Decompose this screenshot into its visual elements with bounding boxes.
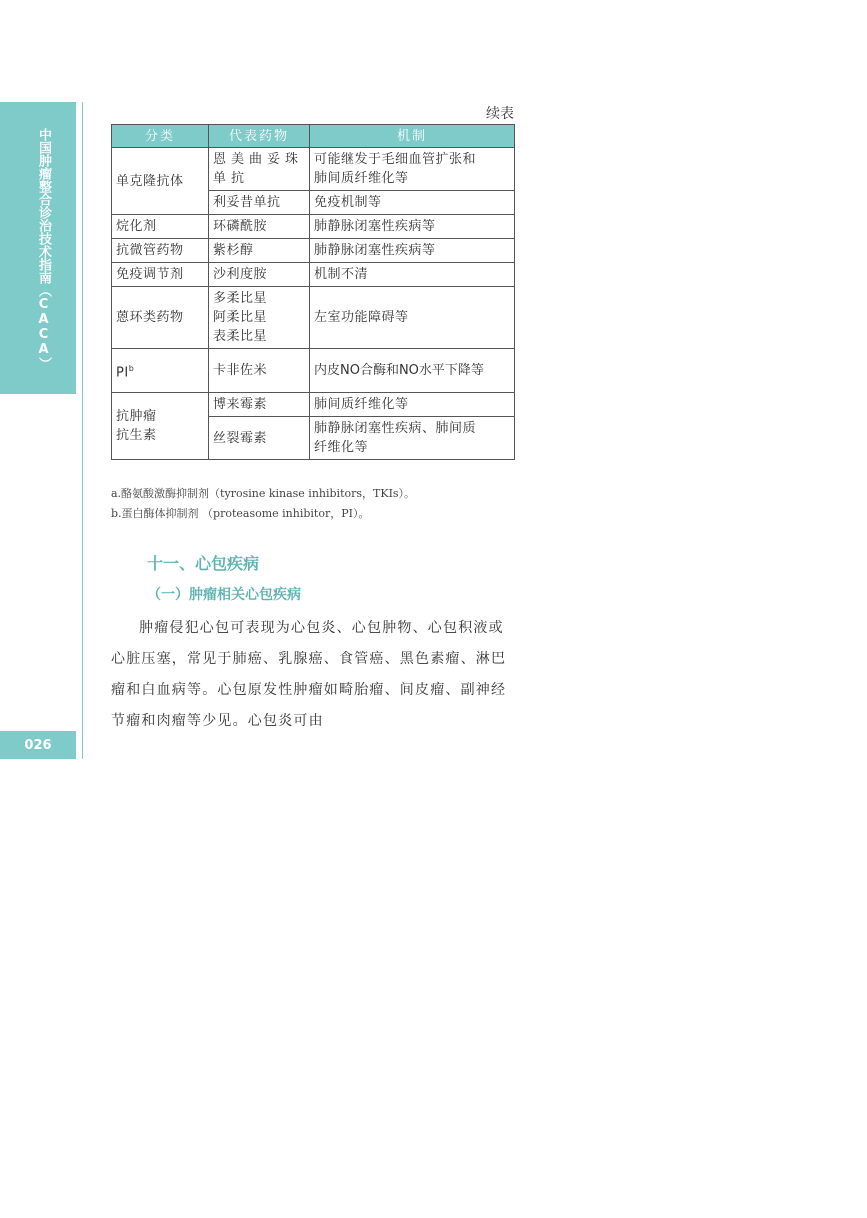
table-cell: 博来霉素: [209, 393, 310, 417]
header-category: 分类: [112, 125, 209, 148]
pi-footnote-mark: b: [128, 363, 135, 373]
table-cell: 左室功能障碍等: [310, 287, 515, 349]
table-row: [112, 287, 515, 349]
table-cell: [112, 349, 209, 393]
table-header-row: [112, 125, 515, 148]
table-cell: 紫杉醇: [209, 239, 310, 263]
table-cell: 肺静脉闭塞性疾病等: [310, 215, 515, 239]
table-cell: 环磷酰胺: [209, 215, 310, 239]
table-row: [112, 239, 515, 263]
table-row: [112, 393, 515, 417]
table-cell: 利妥昔单抗: [209, 191, 310, 215]
table-row: [112, 148, 515, 191]
page-number: 026: [0, 731, 76, 759]
table-cell: 肺间质纤维化等: [310, 393, 515, 417]
table-cell: 免疫调节剂: [112, 263, 209, 287]
table-cell: 肺静脉闭塞性疾病、肺间质 纤维化等: [310, 417, 515, 460]
body-paragraph: [111, 613, 514, 737]
paragraph-text: 肿瘤侵犯心包可表现为心包炎、心包肿物、心包积液或心脏压塞，常见于肺癌、乳腺癌、食管癌、黑色素瘤、淋巴瘤和白血病等。心包原发性肿瘤如畸胎瘤、间皮瘤、副神经节瘤和肉瘤等少见。心包炎可由: [111, 620, 507, 729]
footnote-b: b.蛋白酶体抑制剂 （proteasome inhibitor，PI）。: [111, 507, 370, 520]
table-cell: 机制不清: [310, 263, 515, 287]
header-mechanism: 机制: [310, 125, 515, 148]
table-cell: 蒽环类药物: [112, 287, 209, 349]
table-cell: 卡非佐米: [209, 349, 310, 393]
section-subtitle: （一）肿瘤相关心包疾病: [147, 587, 301, 603]
table-cell: 恩美曲妥珠 单抗: [209, 148, 310, 191]
table-row: [112, 263, 515, 287]
table-cell: 沙利度胺: [209, 263, 310, 287]
table-cell: 单克隆抗体: [112, 148, 209, 215]
table-cell: 多柔比星 阿柔比星 表柔比星: [209, 287, 310, 349]
table-cell: 抗微管药物: [112, 239, 209, 263]
table-cell: 可能继发于毛细血管扩张和 肺间质纤维化等: [310, 148, 515, 191]
section-title: 十一、心包疾病: [147, 554, 260, 573]
table-continued-label: 续表: [486, 106, 514, 122]
table-cell: 免疫机制等: [310, 191, 515, 215]
table-cell: 抗肿瘤 抗生素: [112, 393, 209, 460]
drug-table: [111, 124, 515, 460]
pi-label: PI: [116, 365, 129, 381]
header-drug: 代表药物: [209, 125, 310, 148]
margin-rule: [82, 102, 83, 759]
table-cell: 丝裂霉素: [209, 417, 310, 460]
table-cell: 内皮NO合酶和NO水平下降等: [310, 349, 515, 393]
table-cell: 烷化剂: [112, 215, 209, 239]
footnote-a: a.酪氨酸激酶抑制剂（tyrosine kinase inhibitors，TKIs）。: [111, 487, 416, 500]
book-title: 中国肿瘤整合诊治技术指南（CACA）: [36, 128, 51, 370]
table-row: [112, 215, 515, 239]
table-footnotes: [111, 484, 415, 524]
table-row: [112, 349, 515, 393]
table-cell: 肺静脉闭塞性疾病等: [310, 239, 515, 263]
